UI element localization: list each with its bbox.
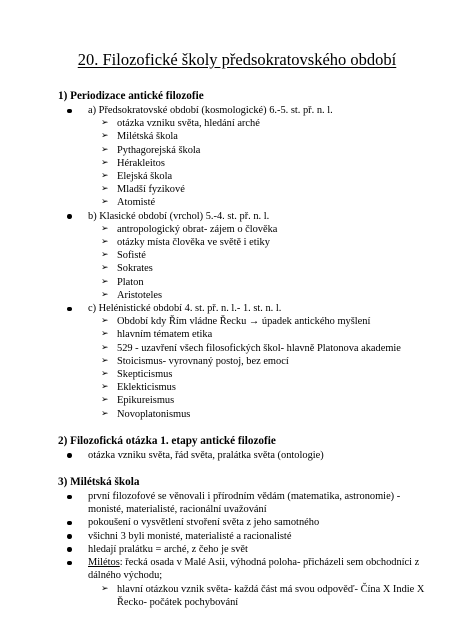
bullet-text: první filozofové se věnovali i přírodním vědám (matematika, astronomie) - monisté, materialisté, racionální uvažování xyxy=(88,491,401,516)
bullet-item xyxy=(88,490,430,516)
sub-item: ➢ hlavním tématem etika xyxy=(117,328,430,341)
section-heading: 3) Milétská škola xyxy=(58,476,140,489)
sub-item: ➢ otázky místa člověka ve světě i etiky xyxy=(117,236,430,249)
bullet-text: otázka vzniku světa, řád světa, pralátka světa (ontologie) xyxy=(88,449,324,461)
sub-item: ➢ Stoicismus- vyrovnaný postoj, bez emocí xyxy=(117,355,430,368)
bullet-item xyxy=(88,516,430,529)
sub-list xyxy=(88,117,430,209)
bullet-text: všichni 3 byli monisté, materialisté a racionalisté xyxy=(88,530,292,542)
bullet-text: c) Helénistické období 4. st. př. n. l.- 1. st. n. l. xyxy=(88,303,282,315)
sub-item: ➢ Epikureismus xyxy=(117,394,430,407)
section-heading: 2) Filozofická otázka 1. etapy antické filozofie xyxy=(58,434,276,447)
sub-item: ➢ Platon xyxy=(117,276,430,289)
sub-item: ➢ Eklekticismus xyxy=(117,381,430,394)
sub-item: ➢ antropologický obrat- zájem o člověka xyxy=(117,223,430,236)
sub-list xyxy=(88,315,430,421)
sub-item: ➢ Sofisté xyxy=(117,249,430,262)
sub-item: ➢ Atomisté xyxy=(117,196,430,209)
bullet-text: pokoušení o vysvětlení stvoření světa z jeho samotného xyxy=(88,517,320,529)
sub-item: ➢ Elejská škola xyxy=(117,170,430,183)
sub-item: ➢ otázka vzniku světa, hledání arché xyxy=(117,117,430,130)
section-3 xyxy=(58,475,430,609)
bullet-text: hledají pralátku = arché, z čeho je svět xyxy=(88,543,248,555)
bullet-text: a) Předsokratovské období (kosmologické) 6.-5. st. př. n. l. xyxy=(88,105,333,116)
bullet-item xyxy=(88,556,430,609)
document-body xyxy=(58,89,430,622)
bullet-list xyxy=(58,104,430,421)
bullet-item xyxy=(88,449,430,462)
sub-item: ➢ Hérakleitos xyxy=(117,157,430,170)
sub-item: ➢ Aristoteles xyxy=(117,289,430,302)
bullet-item xyxy=(88,302,430,421)
bullet-list xyxy=(58,490,430,609)
sub-item: ➢ Milétská škola xyxy=(117,130,430,143)
underlined-term: Milétos xyxy=(88,557,120,569)
bullet-item xyxy=(88,530,430,543)
bullet-text: b) Klasické období (vrchol) 5.-4. st. př. n. l. xyxy=(88,210,270,222)
bullet-item xyxy=(88,104,430,210)
sub-item: ➢ Skepticismus xyxy=(117,368,430,381)
sub-item: ➢ Pythagorejská škola xyxy=(117,144,430,157)
bullet-item xyxy=(88,210,430,302)
sub-item: ➢ Sokrates xyxy=(117,262,430,275)
sub-item: ➢ Mladší fyzikové xyxy=(117,183,430,196)
sub-item: ➢ 529 - uzavření všech filosofických škol- hlavně Platonova akademie xyxy=(117,342,430,355)
section-2 xyxy=(58,434,430,462)
page-title: 20. Filozofické školy předsokratovského období xyxy=(77,50,397,69)
sub-list xyxy=(88,223,430,302)
section-1 xyxy=(58,89,430,421)
sub-list xyxy=(88,583,430,609)
bullet-text: : řecká osada v Malé Asii, výhodná poloha- přicházeli sem obchodníci z dálného východu; xyxy=(88,557,420,582)
sub-item: ➢ hlavní otázkou vznik světa- každá část má svou odpověď- Čína X Indie X Řecko- počátek pochybování xyxy=(117,583,430,609)
sub-item: ➢ Novoplatonismus xyxy=(117,408,430,421)
bullet-item xyxy=(88,543,430,556)
bullet-list xyxy=(58,449,430,462)
sub-item: ➢ Období kdy Řím vládne Řecku → úpadek antického myšlení xyxy=(117,315,430,328)
section-heading: 1) Periodizace antické filozofie xyxy=(58,90,204,102)
